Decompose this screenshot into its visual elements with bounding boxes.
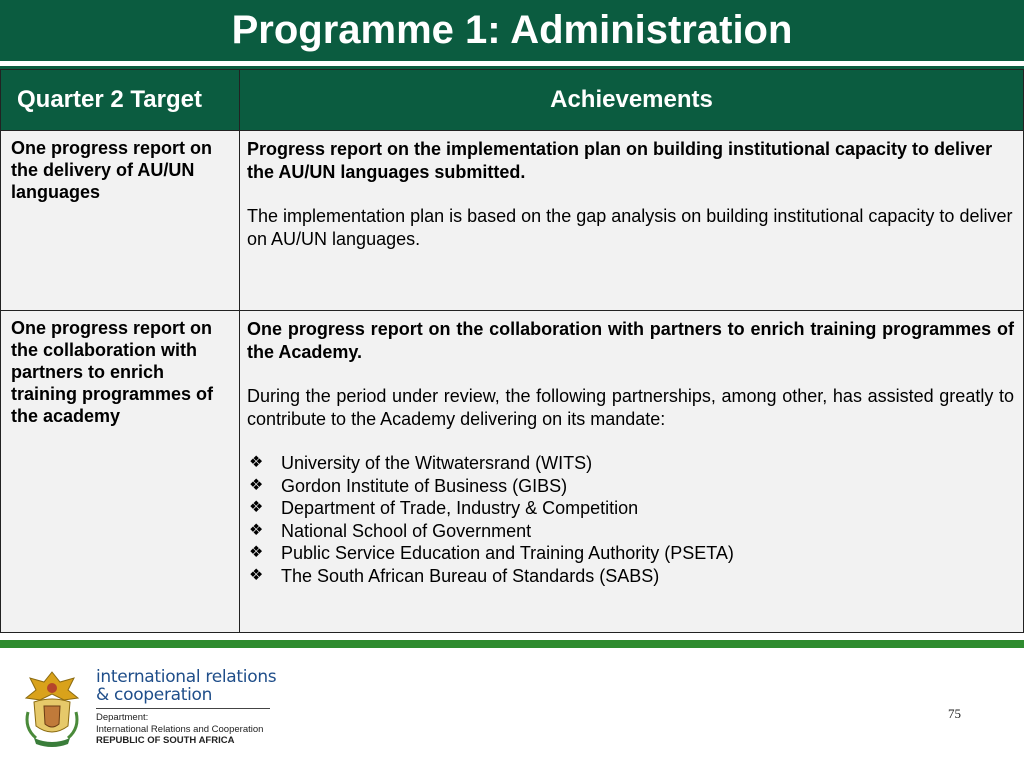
target-cell: One progress report on the collaboration with partners to enrich training programmes of the academy [1, 311, 240, 633]
table-row [1, 311, 1024, 633]
diamond-bullet-icon: ❖ [249, 566, 264, 584]
page-number: 75 [948, 706, 961, 721]
footer-divider [96, 708, 270, 709]
header-achievements: Achievements [240, 70, 1024, 131]
partner-name: Gordon Institute of Business (GIBS) [281, 475, 568, 496]
department-caption [96, 712, 263, 747]
partner-name: University of the Witwatersrand (WITS) [281, 453, 593, 473]
diamond-bullet-icon: ❖ [249, 499, 264, 516]
title-bar [0, 0, 1024, 61]
diamond-bullet-icon: ❖ [249, 521, 264, 539]
diamond-bullet-icon: ❖ [249, 476, 264, 494]
header-quarter-target: Quarter 2 Target [1, 70, 240, 131]
list-item [247, 497, 1014, 520]
list-item [247, 542, 1014, 565]
table-row [1, 131, 1024, 311]
achievement-lead: Progress report on the implementation plan on building institutional capacity to deliver the AU/UN languages submitted. [247, 139, 993, 182]
partner-name: The South African Bureau of Standards (SABS) [281, 565, 660, 586]
wordmark-line-1: international relations [96, 667, 277, 687]
achievements-table [0, 69, 1024, 633]
caption-line-1: Department: [96, 712, 149, 723]
partner-name: Department of Trade, Industry & Competition [281, 498, 639, 518]
list-item [247, 520, 1014, 543]
table-header-row [1, 70, 1024, 131]
list-item [247, 475, 1014, 498]
partner-name: National School of Government [281, 520, 532, 541]
department-wordmark [96, 668, 276, 704]
achievement-detail: During the period under review, the following partnerships, among other, has assisted greatly to contribute to the Academy delivering on its mandate: [247, 386, 1014, 429]
partner-name: Public Service Education and Training Authority (PSETA) [281, 543, 734, 563]
wordmark-line-2: & cooperation [96, 685, 213, 705]
diamond-bullet-icon: ❖ [249, 544, 264, 561]
achievement-cell [240, 131, 1024, 311]
caption-line-2: International Relations and Cooperation [96, 723, 264, 735]
target-cell: One progress report on the delivery of AU/UN languages [1, 131, 240, 311]
slide-title: Programme 1: Administration [231, 8, 793, 52]
achievement-lead: One progress report on the collaboration with partners to enrich training programmes of the Academy. [247, 319, 1014, 362]
list-item [247, 565, 1014, 588]
diamond-bullet-icon: ❖ [249, 454, 264, 471]
coat-of-arms-icon [22, 668, 82, 752]
caption-line-3: REPUBLIC OF SOUTH AFRICA [96, 735, 235, 746]
achievement-cell [240, 311, 1024, 633]
partners-list [247, 452, 1014, 587]
achievement-detail: The implementation plan is based on the gap analysis on building institutional capacity to deliver on AU/UN languages. [247, 206, 1013, 249]
list-item [247, 452, 1014, 475]
footer-band [0, 640, 1024, 648]
